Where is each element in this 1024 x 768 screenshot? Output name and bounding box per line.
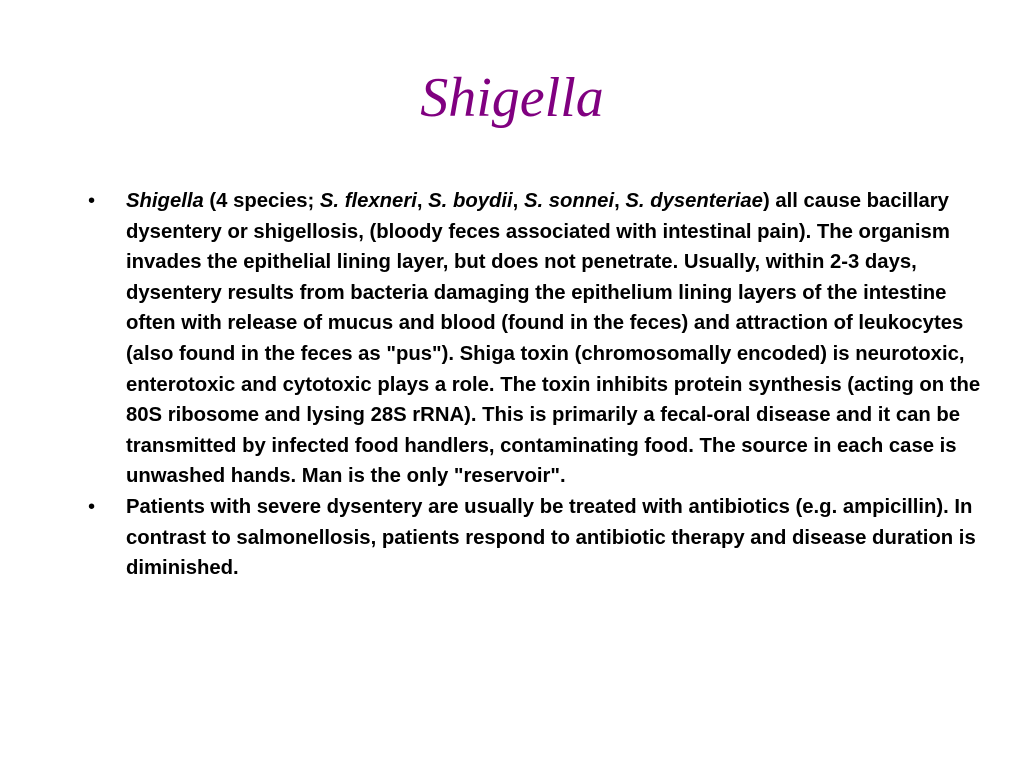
slide-title: Shigella xyxy=(420,67,604,129)
bullet-text: Patients with severe dysentery are usually be treated with antibiotics (e.g. ampicillin). In contrast to salmonellosis, patients respond to antibiotic therapy and disease duration is diminished. xyxy=(126,495,976,580)
species-separator: , xyxy=(614,190,626,212)
bullet-icon: • xyxy=(88,495,96,518)
species-separator: , xyxy=(416,190,429,212)
list-item xyxy=(88,492,988,584)
species-separator: , xyxy=(512,190,524,212)
bullet-list xyxy=(88,186,988,584)
species-name: S. flexneri xyxy=(319,190,417,212)
bullet-icon: • xyxy=(88,190,96,212)
species-close: ) xyxy=(762,190,770,212)
bullet-text: all cause bacillary dysentery or shigellosis, (bloody feces associated with intestinal pain). The organism invades the epithelial lining layer, but does not penetrate. Usually, within 2-3 days, dysentery results from bacteria damaging the epithelium lining layers of the intestine often with release of mucus and blood (found in the feces) and attraction of leukocytes (also found in the feces as "pus"). Shiga toxin (chromosomally encoded) is neurotoxic, enterotoxic and cytotoxic plays a role. The toxin inhibits protein synthesis (acting on the 80S ribosome and lysing 28S rRNA). This is primarily a fecal-oral disease and it can be transmitted by infected food handlers, contaminating food. The source in each case is unwashed hands. Man is the only "reservoir". xyxy=(126,190,981,488)
species-name: S. sonnei xyxy=(523,190,615,212)
species-intro: (4 species; xyxy=(203,190,320,212)
genus-name: Shigella xyxy=(126,190,204,212)
species-name: S. boydii xyxy=(428,190,513,212)
species-name: S. dysenteriae xyxy=(625,190,763,212)
list-item xyxy=(88,186,988,492)
